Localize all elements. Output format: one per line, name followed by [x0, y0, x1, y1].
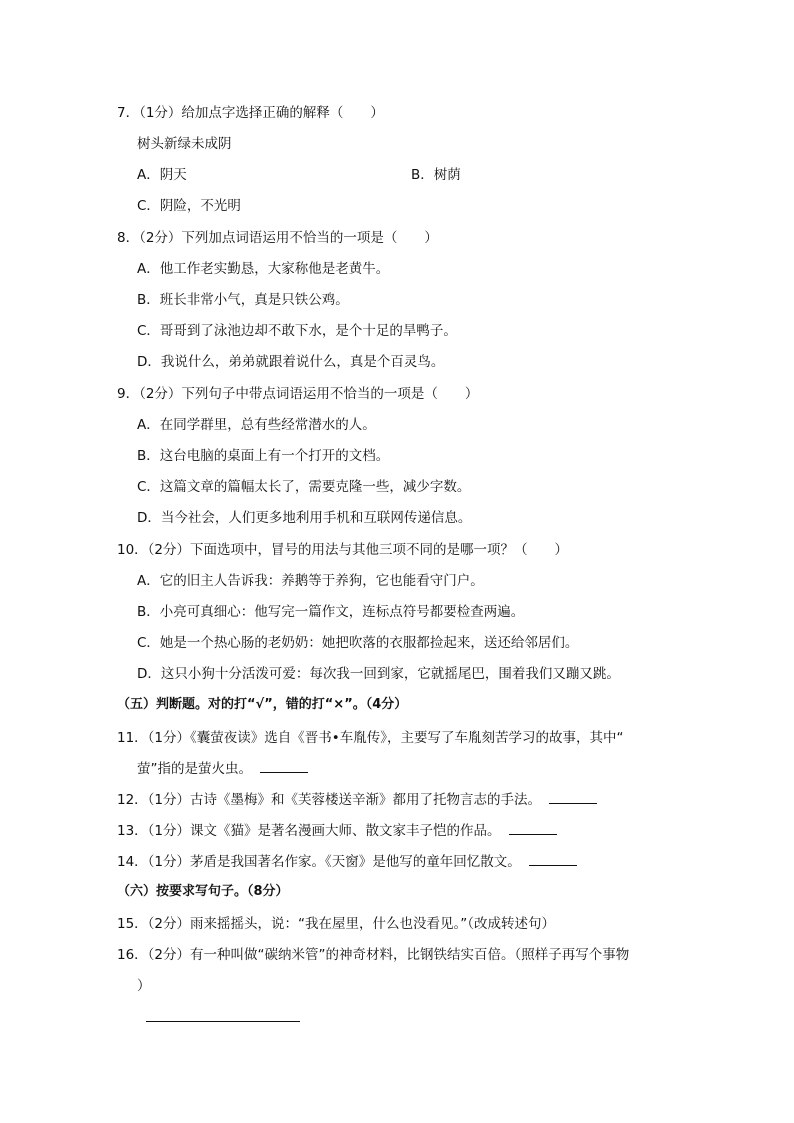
q14	[117, 853, 577, 871]
q7-stem: 7．（1分）给加点字选择正确的解释（ ）	[117, 105, 384, 121]
q12	[117, 791, 597, 809]
q14-answer-blank[interactable]	[529, 853, 577, 866]
q10-option-d: D．这只小狗十分活泼可爱：每次我一回到家，它就摇尾巴，围着我们又蹦又跳。	[137, 666, 620, 682]
q16-answer-line[interactable]	[146, 1021, 300, 1022]
q10-option-a: A．它的旧主人告诉我：养鹅等于养狗，它也能看守门户。	[137, 573, 484, 589]
q9-option-a: A．在同学群里，总有些经常潜水的人。	[137, 417, 376, 433]
q16-line2: ）	[137, 978, 151, 994]
q10-option-b: B．小亮可真细心：他写完一篇作文，连标点符号都要检查两遍。	[137, 604, 525, 620]
section-5-heading: （五）判断题。对的打“√”，错的打“×”。（4分）	[117, 697, 408, 712]
q9-option-d: D．当今社会，人们更多地利用手机和互联网传递信息。	[137, 510, 472, 526]
q10-option-c: C．她是一个热心肠的老奶奶：她把吹落的衣服都捡起来，送还给邻居们。	[137, 635, 579, 651]
section-6-heading: （六）按要求写句子。（8分）	[117, 884, 289, 899]
q11-line1: 11．（1分）《囊萤夜读》选自《晋书•车胤传》，主要写了车胤刻苦学习的故事，其中“	[117, 730, 624, 746]
q8-option-c: C．哥哥到了泳池边却不敢下水，是个十足的旱鸭子。	[137, 323, 457, 339]
q8-option-a: A．他工作老实勤恳，大家称他是老黄牛。	[137, 261, 390, 277]
q9-stem: 9．（2分）下列句子中带点词语运用不恰当的一项是（ ）	[117, 386, 479, 402]
q9-option-b: B．这台电脑的桌面上有一个打开的文档。	[137, 448, 390, 464]
q13	[117, 822, 557, 840]
q12-answer-blank[interactable]	[549, 791, 597, 804]
q9-option-c: C．这篇文章的篇幅太长了，需要克隆一些，减少字数。	[137, 479, 471, 495]
q12-text: 12．（1分）古诗《墨梅》和《芙蓉楼送辛渐》都用了托物言志的手法。	[117, 792, 542, 808]
q7-option-a: A．阴天	[137, 167, 187, 183]
q11-line2-text: 萤”指的是萤火虫。	[137, 761, 252, 777]
q7-option-c: C．阴险，不光明	[137, 198, 241, 214]
q13-text: 13．（1分）课文《猫》是著名漫画大师、散文家丰子恺的作品。	[117, 823, 501, 839]
q8-option-b: B．班长非常小气，真是只铁公鸡。	[137, 292, 349, 308]
q15: 15．（2分）雨来摇摇头，说：“我在屋里，什么也没看见。”（改成转述句）	[117, 916, 556, 932]
q11-answer-blank[interactable]	[260, 760, 308, 773]
q8-option-d: D．我说什么，弟弟就跟着说什么，真是个百灵鸟。	[137, 354, 445, 370]
q7-option-b: B．树荫	[411, 167, 461, 183]
q14-text: 14．（1分）茅盾是我国著名作家。《天窗》是他写的童年回忆散文。	[117, 854, 521, 870]
q8-stem: 8．（2分）下列加点词语运用不恰当的一项是（ ）	[117, 230, 438, 246]
q10-stem: 10．（2分）下面选项中，冒号的用法与其他三项不同的是哪一项？（ ）	[117, 542, 569, 558]
q16-line1: 16．（2分）有一种叫做“碳纳米管”的神奇材料，比钢铁结实百倍。（照样子再写个事物	[117, 947, 630, 963]
q13-answer-blank[interactable]	[509, 822, 557, 835]
q7-sentence: 树头新绿未成阴	[137, 136, 232, 152]
q11-line2	[137, 760, 308, 778]
